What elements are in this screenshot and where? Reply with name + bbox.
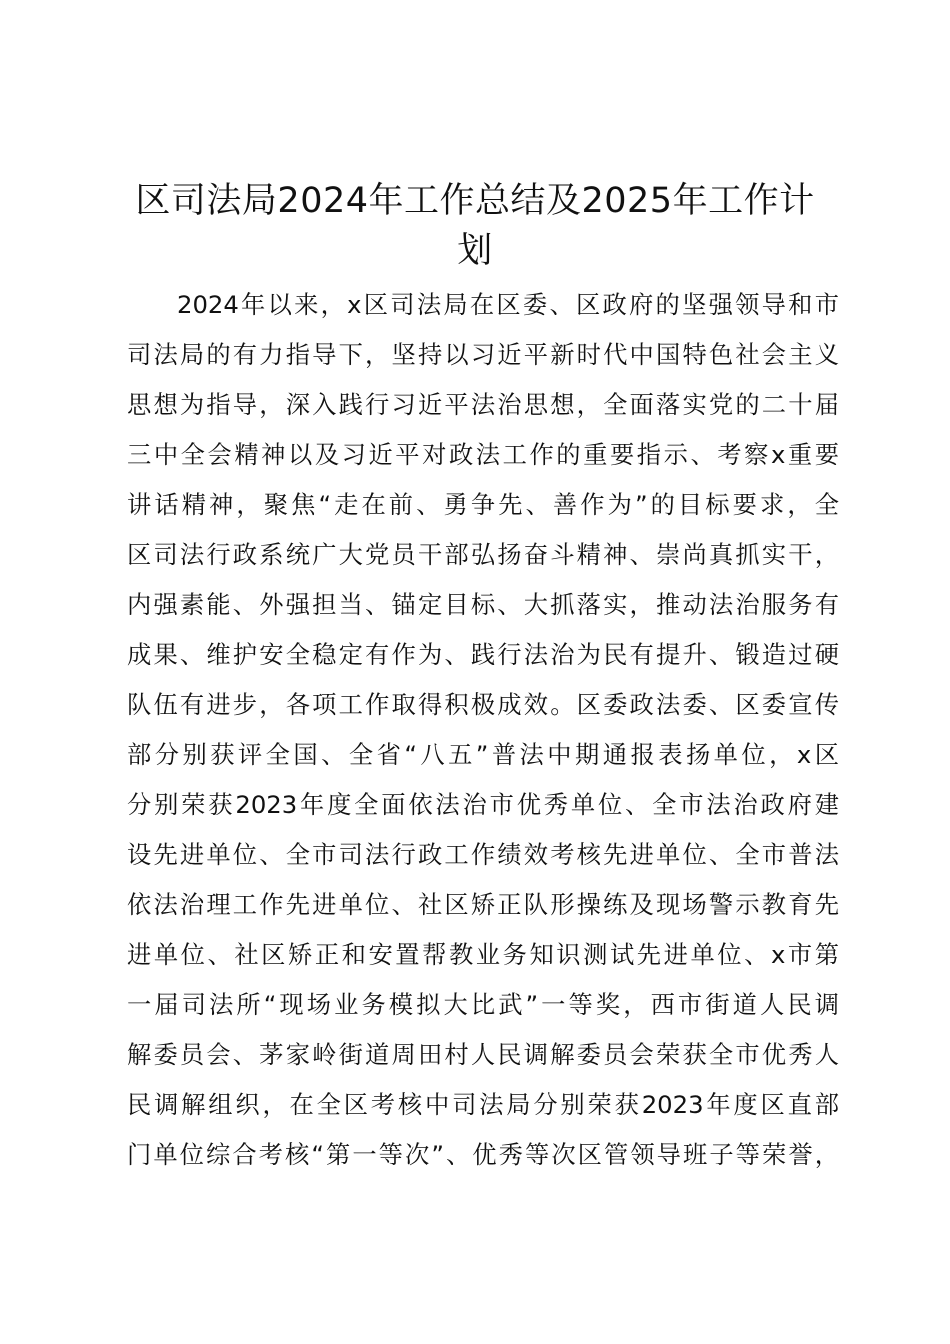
body-line: 队伍有进步，各项工作取得积极成效。区委政法委、区委宣传 (127, 690, 839, 719)
body-line: 成果、维护安全稳定有作为、践行法治为民有提升、锻造过硬 (127, 640, 839, 669)
body-line: 依法治理工作先进单位、社区矫正队形操练及现场警示教育先 (127, 890, 839, 919)
title-line-2: 划 (457, 231, 493, 271)
body-line: 部分别获评全国、全省“八五”普法中期通报表扬单位，x区 (127, 740, 839, 769)
body-line: 民调解组织，在全区考核中司法局分别荣获2023年度区直部 (127, 1090, 839, 1119)
document-title (120, 176, 830, 276)
body-line: 门单位综合考核“第一等次”、优秀等次区管领导班子等荣誉， (127, 1140, 839, 1169)
body-line: 思想为指导，深入践行习近平法治思想，全面落实党的二十届 (127, 390, 839, 419)
body-line: 一届司法所“现场业务模拟大比武”一等奖，西市街道人民调 (127, 990, 839, 1019)
body-line: 内强素能、外强担当、锚定目标、大抓落实，推动法治服务有 (127, 590, 839, 619)
title-line-1: 区司法局2024年工作总结及2025年工作计 (135, 181, 815, 221)
body-line: 分别荣获2023年度全面依法治市优秀单位、全市法治政府建 (127, 790, 839, 819)
body-line: 区司法行政系统广大党员干部弘扬奋斗精神、崇尚真抓实干， (127, 540, 839, 569)
body-line: 解委员会、茅家岭街道周田村人民调解委员会荣获全市优秀人 (127, 1040, 839, 1069)
body-line: 2024年以来，x区司法局在区委、区政府的坚强领导和市 (177, 290, 839, 319)
body-line: 设先进单位、全市司法行政工作绩效考核先进单位、全市普法 (127, 840, 839, 869)
body-line: 讲话精神，聚焦“走在前、勇争先、善作为”的目标要求，全 (127, 490, 839, 519)
body-paragraph (127, 280, 839, 1180)
body-line: 进单位、社区矫正和安置帮教业务知识测试先进单位、x市第 (127, 940, 839, 969)
body-line: 司法局的有力指导下，坚持以习近平新时代中国特色社会主义 (127, 340, 839, 369)
body-line: 三中全会精神以及习近平对政法工作的重要指示、考察x重要 (127, 440, 839, 469)
